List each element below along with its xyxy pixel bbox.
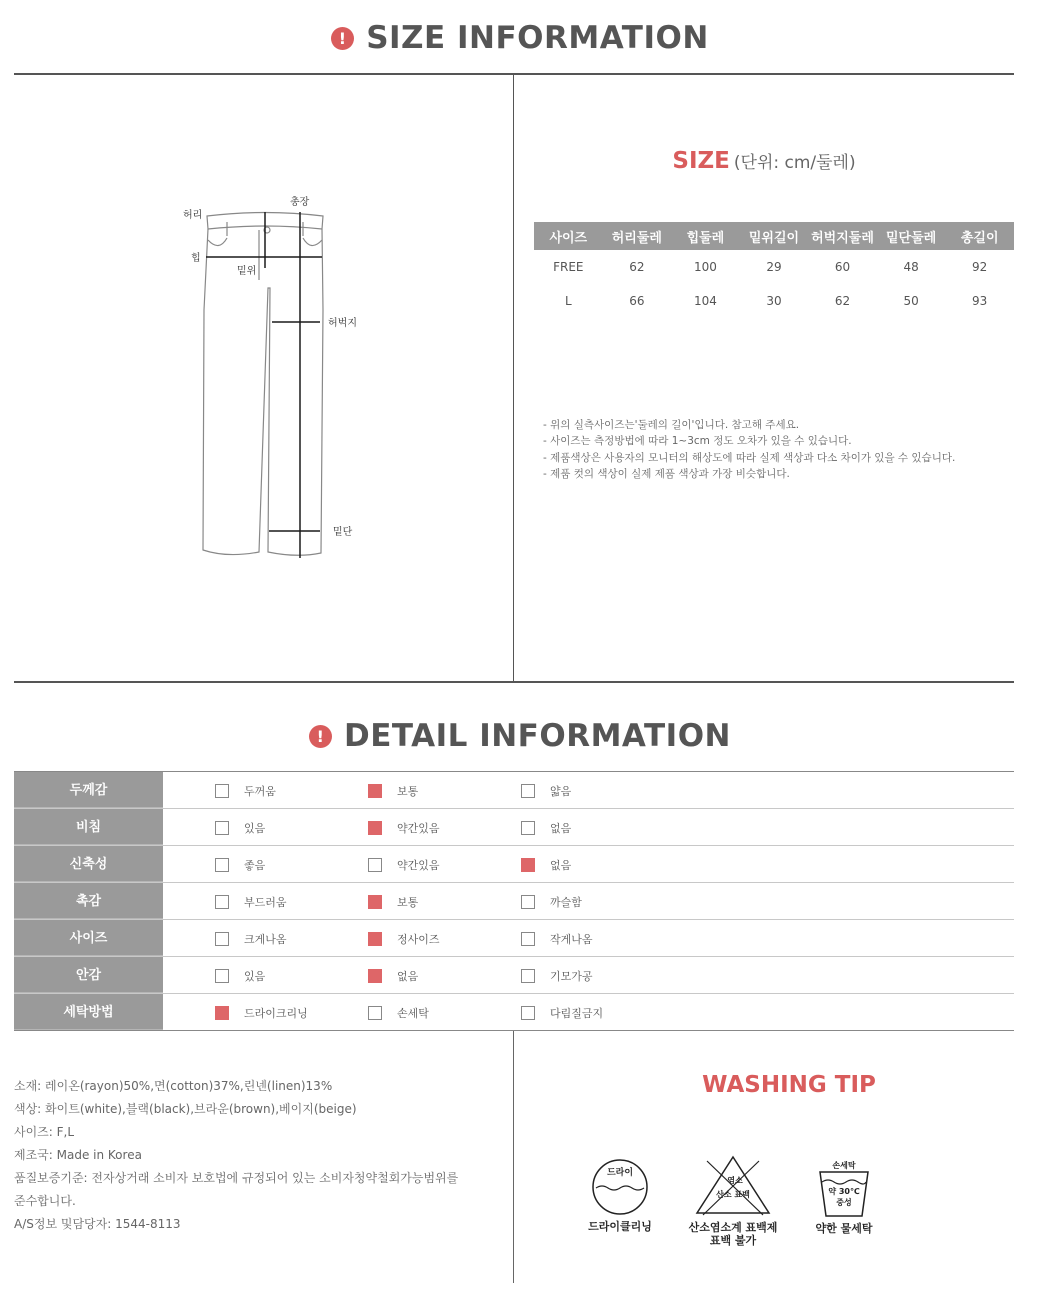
- detail-option-label: 두꺼움: [244, 784, 276, 798]
- detail-row: [14, 957, 1014, 994]
- detail-option[interactable]: [521, 994, 603, 1031]
- detail-checkbox[interactable]: [368, 969, 382, 983]
- detail-checkbox[interactable]: [368, 784, 382, 798]
- no-bleach-caption-line: 표백 불가: [709, 1234, 757, 1247]
- size-table-header: 허리둘레: [603, 222, 672, 250]
- detail-option[interactable]: [215, 772, 276, 809]
- no-bleach-text-top: 염소: [727, 1176, 743, 1185]
- washing-title-text: WASHING TIP: [702, 1072, 876, 1098]
- detail-checkbox[interactable]: [215, 969, 229, 983]
- product-info-line: A/S정보 및담당자: 1544-8113: [14, 1217, 181, 1231]
- hand-wash-text-mid: 약 30℃: [828, 1187, 860, 1196]
- product-info-line: 소재: 레이온(rayon)50%,면(cotton)37%,린넨(linen)13%: [14, 1079, 333, 1093]
- detail-row: [14, 846, 1014, 883]
- hand-wash-icon: [808, 1158, 880, 1235]
- detail-checkbox[interactable]: [368, 932, 382, 946]
- size-table-header-row: [534, 222, 1014, 250]
- detail-option-label: 부드러움: [244, 895, 287, 909]
- detail-option[interactable]: [368, 772, 418, 809]
- product-info-line: 제조국: Made in Korea: [14, 1148, 142, 1162]
- detail-option-label: 보통: [397, 895, 419, 909]
- hand-wash-symbol: [812, 1158, 876, 1218]
- table-cell: 29: [766, 260, 782, 274]
- dry-clean-symbol-text: 드라이: [606, 1168, 634, 1178]
- detail-option[interactable]: [215, 920, 287, 957]
- detail-row: [14, 809, 1014, 846]
- detail-option-label: 없음: [397, 969, 419, 983]
- detail-checkbox[interactable]: [521, 895, 535, 909]
- detail-category: 신축성: [14, 846, 163, 882]
- thigh-label: 허벅지: [328, 318, 357, 329]
- size-table-header: 허벅지둘레: [808, 222, 877, 250]
- detail-option-label: 정사이즈: [397, 932, 440, 946]
- hand-wash-text-bottom: 중성: [836, 1198, 852, 1207]
- hem-label: 밑단: [333, 527, 353, 538]
- detail-row: [14, 883, 1014, 920]
- dry-clean-icon: [585, 1158, 655, 1233]
- detail-option-label: 있음: [244, 821, 266, 835]
- detail-option-label: 얇음: [550, 784, 572, 798]
- detail-row: [14, 772, 1014, 809]
- detail-category: 안감: [14, 957, 163, 993]
- detail-option-label: 다림질금지: [550, 1006, 604, 1020]
- detail-option[interactable]: [521, 809, 571, 846]
- detail-option[interactable]: [215, 883, 287, 920]
- detail-information-heading: [0, 718, 1040, 754]
- table-row: [534, 284, 1014, 318]
- detail-checkbox[interactable]: [368, 821, 382, 835]
- size-unit-text: (단위: cm/둘레): [733, 153, 856, 173]
- note-line: - 제품색상은 사용자의 모니터의 해상도에 따라 실제 색상과 다소 차이가 있을 수 있습니다.: [543, 451, 956, 464]
- detail-checkbox[interactable]: [521, 784, 535, 798]
- detail-checkbox[interactable]: [521, 821, 535, 835]
- note-line: - 제품 컷의 색상이 실제 제품 색상과 가장 비슷합니다.: [543, 467, 790, 480]
- size-notes: [543, 417, 955, 482]
- detail-checkbox[interactable]: [521, 932, 535, 946]
- detail-category: 비침: [14, 809, 163, 845]
- detail-option-label: 크게나옴: [244, 932, 287, 946]
- no-bleach-caption-line: 산소염소계 표백제: [688, 1221, 778, 1234]
- waist-label: 허리: [183, 210, 203, 221]
- detail-option[interactable]: [215, 957, 265, 994]
- detail-option-label: 작게나옴: [550, 932, 593, 946]
- size-table-header: 밑단둘레: [877, 222, 946, 250]
- washing-tip-title: [514, 1072, 1040, 1098]
- total-length-label: 총장: [290, 197, 310, 208]
- detail-checkbox[interactable]: [368, 858, 382, 872]
- size-heading-text: SIZE INFORMATION: [366, 20, 709, 56]
- detail-option[interactable]: [368, 883, 418, 920]
- table-cell: 104: [693, 294, 717, 308]
- detail-option[interactable]: [368, 957, 418, 994]
- detail-checkbox[interactable]: [521, 858, 535, 872]
- table-cell: 48: [903, 260, 919, 274]
- alert-icon: !: [309, 725, 332, 748]
- detail-option-label: 기모가공: [550, 969, 593, 983]
- detail-checkbox[interactable]: [215, 895, 229, 909]
- table-cell: FREE: [553, 260, 584, 274]
- table-cell: 62: [834, 294, 851, 308]
- detail-option-label: 없음: [550, 821, 572, 835]
- detail-option[interactable]: [521, 957, 593, 994]
- detail-option[interactable]: [368, 994, 429, 1031]
- table-cell: 30: [766, 294, 782, 308]
- hand-wash-text-top: 손세탁: [832, 1161, 856, 1170]
- no-bleach-symbol: [693, 1153, 773, 1217]
- table-cell: L: [564, 294, 572, 308]
- detail-row: [14, 920, 1014, 957]
- note-line: - 위의 실측사이즈는'둘레의 길이'입니다. 참고해 주세요.: [543, 419, 800, 431]
- detail-option-label: 보통: [397, 784, 419, 798]
- detail-checkbox[interactable]: [215, 932, 229, 946]
- no-bleach-icon: [688, 1153, 778, 1247]
- pants-measurement-diagram: [175, 190, 365, 565]
- alert-icon: !: [331, 27, 354, 50]
- size-table-header: 총길이: [945, 222, 1014, 250]
- size-table-header: 밑위길이: [740, 222, 809, 250]
- detail-checkbox[interactable]: [521, 969, 535, 983]
- detail-checkbox[interactable]: [215, 1006, 229, 1020]
- dry-clean-symbol: [590, 1158, 650, 1216]
- detail-checkbox[interactable]: [215, 821, 229, 835]
- detail-option-label: 드라이크리닝: [244, 1006, 308, 1020]
- detail-checkbox[interactable]: [521, 1006, 535, 1020]
- product-info: [14, 1075, 458, 1236]
- product-info-line: 사이즈: F,L: [14, 1125, 75, 1139]
- hand-wash-caption: 약한 물세탁: [815, 1222, 873, 1235]
- detail-option-label: 약간있음: [397, 858, 440, 872]
- detail-option-label: 좋음: [244, 858, 266, 872]
- detail-option-label: 없음: [550, 858, 572, 872]
- size-table-header: 사이즈: [534, 222, 603, 250]
- detail-checkbox[interactable]: [368, 1006, 382, 1020]
- divider: [14, 681, 1014, 683]
- size-table-header: 힙둘레: [671, 222, 740, 250]
- size-table-title: [514, 148, 1014, 174]
- hip-label: 힙: [191, 253, 201, 264]
- size-title-text: SIZE: [672, 148, 730, 174]
- detail-option-label: 있음: [244, 969, 266, 983]
- detail-option[interactable]: [521, 846, 571, 883]
- detail-checkbox[interactable]: [215, 858, 229, 872]
- detail-checkbox[interactable]: [368, 895, 382, 909]
- table-cell: 92: [972, 260, 988, 274]
- table-cell: 66: [629, 294, 645, 308]
- detail-option-label: 까슬함: [550, 895, 582, 909]
- detail-row: [14, 994, 1014, 1031]
- vertical-divider: [513, 1031, 514, 1283]
- table-cell: 60: [834, 260, 851, 274]
- divider: [14, 1030, 1014, 1031]
- detail-category: 두께감: [14, 772, 163, 808]
- table-cell: 100: [693, 260, 717, 274]
- detail-category: 사이즈: [14, 920, 163, 956]
- detail-heading-text: DETAIL INFORMATION: [343, 718, 731, 754]
- detail-option[interactable]: [368, 846, 440, 883]
- size-table: [534, 222, 1014, 318]
- detail-option[interactable]: [521, 883, 582, 920]
- detail-option[interactable]: [215, 994, 308, 1031]
- product-info-line: 품질보증기준: 전자상거래 소비자 보호법에 규정되어 있는 소비자청약철회가능범위를: [14, 1171, 459, 1185]
- table-cell: 62: [629, 260, 645, 274]
- detail-option-label: 약간있음: [397, 821, 440, 835]
- product-info-line: 준수합니다.: [14, 1194, 76, 1208]
- size-information-heading: [0, 20, 1040, 56]
- table-cell: 50: [903, 294, 919, 308]
- detail-option-label: 손세탁: [397, 1006, 429, 1020]
- product-info-line: 색상: 화이트(white),블랙(black),브라운(brown),베이지(beige): [14, 1102, 357, 1116]
- table-row: [534, 250, 1014, 284]
- detail-table: [14, 772, 1014, 1031]
- detail-checkbox[interactable]: [215, 784, 229, 798]
- note-line: - 사이즈는 측정방법에 따라 1~3cm 정도 오차가 있을 수 있습니다.: [543, 435, 852, 448]
- dry-clean-caption: 드라이클리닝: [588, 1220, 652, 1233]
- detail-option[interactable]: [368, 809, 440, 846]
- detail-category: 세탁방법: [14, 994, 163, 1030]
- divider: [14, 73, 1014, 75]
- rise-label: 밑위: [237, 266, 257, 277]
- no-bleach-text-bottom: 산소 표백: [716, 1190, 750, 1199]
- detail-option[interactable]: [368, 920, 440, 957]
- detail-option[interactable]: [521, 772, 571, 809]
- detail-option[interactable]: [215, 846, 265, 883]
- detail-option[interactable]: [521, 920, 593, 957]
- detail-category: 촉감: [14, 883, 163, 919]
- detail-option[interactable]: [215, 809, 265, 846]
- table-cell: 93: [972, 294, 988, 308]
